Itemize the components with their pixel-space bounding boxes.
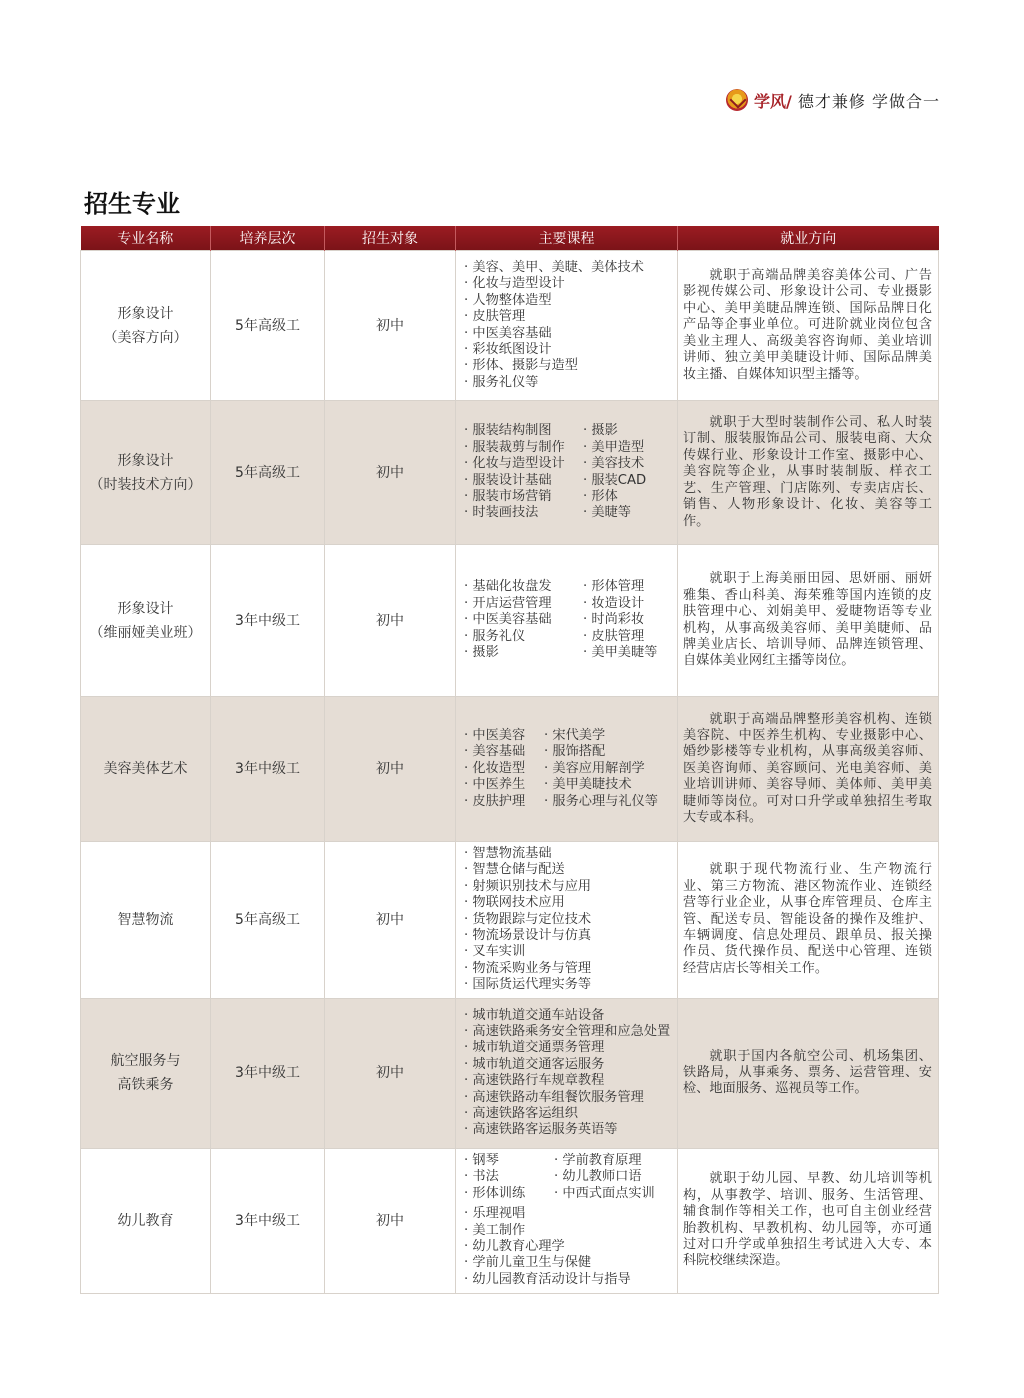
course-item: · 中医美容 [464, 728, 544, 744]
column-header-career: 就业方向 [678, 226, 939, 251]
course-item: · 叉车实训 [464, 944, 675, 960]
course-item: · 货物跟踪与定位技术 [464, 912, 675, 928]
main-courses [456, 545, 678, 697]
training-level: 3年中级工 [211, 998, 325, 1148]
course-item: · 美睫等 [583, 505, 675, 521]
column-header-level: 培养层次 [211, 226, 325, 251]
major-name: 幼儿教育 [81, 1148, 211, 1293]
main-courses [456, 998, 678, 1148]
table-row [81, 998, 939, 1148]
course-item: · 幼儿教育心理学 [464, 1239, 675, 1255]
career-direction: 就职于国内各航空公司、机场集团、铁路局，从事乘务、票务、运营管理、安检、地面服务、巡视员等工作。 [678, 998, 939, 1148]
course-item: · 美甲造型 [583, 440, 675, 456]
table-row [81, 251, 939, 401]
course-item: · 学前教育原理 [554, 1153, 675, 1169]
course-item: · 美甲美睫技术 [544, 777, 675, 793]
career-direction: 就职于现代物流行业、生产物流行业、第三方物流、港区物流作业、连锁经营等行业企业，从事仓库管理员、仓库主管、配送专员、智能设备的操作及维护、车辆调度、信息处理员、跟单员、报关操作员、货代操作员、配送中心管理、连锁经营店店长等相关工作。 [678, 842, 939, 999]
column-header-major: 专业名称 [81, 226, 211, 251]
main-courses [456, 842, 678, 999]
course-item: · 开店运营管理 [464, 596, 583, 612]
major-name: 航空服务与 高铁乘务 [81, 998, 211, 1148]
course-item: · 乐理视唱 [464, 1206, 675, 1222]
course-item: · 书法 [464, 1169, 554, 1185]
table-row [81, 842, 939, 999]
motto-label: 学风/ [754, 91, 792, 111]
enrollment-target: 初中 [325, 697, 456, 842]
training-level: 3年中级工 [211, 1148, 325, 1293]
course-item: · 服务礼仪等 [464, 375, 675, 391]
course-item: · 形体、摄影与造型 [464, 358, 675, 374]
course-item: · 物流场景设计与仿真 [464, 928, 675, 944]
enrollment-target: 初中 [325, 251, 456, 401]
enrollment-target: 初中 [325, 1148, 456, 1293]
course-item: · 化妆与造型设计 [464, 456, 583, 472]
course-item: · 中医养生 [464, 777, 544, 793]
major-name: 形象设计 （时装技术方向） [81, 401, 211, 545]
main-courses [456, 697, 678, 842]
career-direction: 就职于上海美丽田园、思妍丽、丽妍雅集、香山科美、海茱雅等国内连锁的皮肤管理中心、刘娟美甲、爱睫物语等专业机构，从事高级美容师、美甲美睫师、品牌美业店长、培训导师、品牌连锁管理、自媒体美业网红主播等岗位。 [678, 545, 939, 697]
course-item: · 服装设计基础 [464, 473, 583, 489]
majors-table [80, 226, 939, 1294]
course-item: · 宋代美学 [544, 728, 675, 744]
column-header-target: 招生对象 [325, 226, 456, 251]
table-row [81, 1148, 939, 1293]
course-item: · 形体训练 [464, 1186, 554, 1202]
course-item: · 形体管理 [583, 579, 675, 595]
course-item: · 城市轨道交通票务管理 [464, 1040, 675, 1056]
course-item: · 物流采购业务与管理 [464, 961, 675, 977]
course-item: · 中西式面点实训 [554, 1186, 675, 1202]
course-item: · 摄影 [583, 423, 675, 439]
career-direction: 就职于高端品牌美容美体公司、广告影视传媒公司、形象设计公司、专业摄影中心、美甲美睫品牌连锁、国际品牌日化产品等企事业单位。可进阶就业岗位包含美业主理人、高级美容咨询师、美业培训讲师、独立美甲美睫设计师、国际品牌美妆主播、自媒体知识型主播等。 [678, 251, 939, 401]
course-item: · 城市轨道交通车站设备 [464, 1008, 675, 1024]
course-item: · 时装画技法 [464, 505, 583, 521]
course-item: · 人物整体造型 [464, 293, 675, 309]
course-item: · 彩妆纸图设计 [464, 342, 675, 358]
course-item: · 服饰搭配 [544, 744, 675, 760]
course-item: · 时尚彩妆 [583, 612, 675, 628]
course-item: · 化妆造型 [464, 761, 544, 777]
course-item: · 皮肤护理 [464, 794, 544, 810]
training-level: 5年高级工 [211, 251, 325, 401]
course-item: · 国际货运代理实务等 [464, 977, 675, 993]
course-item: · 皮肤管理 [464, 309, 675, 325]
enrollment-target: 初中 [325, 401, 456, 545]
career-direction: 就职于幼儿园、早教、幼儿培训等机构，从事教学、培训、服务、生活管理、辅食制作等相关工作，也可自主创业经营胎教机构、早教机构、幼儿园等，亦可通过对口升学或单独招生考试进入大专、本科院校继续深造。 [678, 1148, 939, 1293]
course-item: · 形体 [583, 489, 675, 505]
course-item: · 中医美容基础 [464, 326, 675, 342]
section-title: 招生专业 [84, 190, 180, 218]
course-item: · 摄影 [464, 645, 583, 661]
course-item: · 服务心理与礼仪等 [544, 794, 675, 810]
main-courses [456, 401, 678, 545]
course-item: · 智慧物流基础 [464, 846, 675, 862]
career-direction: 就职于大型时装制作公司、私人时装订制、服装服饰品公司、服装电商、大众传媒行业、形象设计工作室、摄影中心、美容院等企业，从事时装制版、样衣工艺、生产管理、门店陈列、专卖店店长、销售、人物形象设计、化妆、美容等工作。 [678, 401, 939, 545]
training-level: 5年高级工 [211, 401, 325, 545]
course-item: · 美容应用解剖学 [544, 761, 675, 777]
main-courses [456, 1148, 678, 1293]
enrollment-target: 初中 [325, 545, 456, 697]
table-header-row [81, 226, 939, 251]
major-name: 形象设计 （美容方向） [81, 251, 211, 401]
course-item: · 美甲美睫等 [583, 645, 675, 661]
course-item: · 高速铁路客运服务英语等 [464, 1122, 675, 1138]
course-item: · 城市轨道交通客运服务 [464, 1057, 675, 1073]
course-item: · 射频识别技术与应用 [464, 879, 675, 895]
course-item: · 高速铁路动车组餐饮服务管理 [464, 1090, 675, 1106]
course-item: · 物联网技术应用 [464, 895, 675, 911]
course-item: · 高速铁路客运组织 [464, 1106, 675, 1122]
training-level: 5年高级工 [211, 842, 325, 999]
course-item: · 化妆与造型设计 [464, 276, 675, 292]
header-motto [726, 88, 940, 112]
course-item: · 美容基础 [464, 744, 544, 760]
enrollment-target: 初中 [325, 998, 456, 1148]
training-level: 3年中级工 [211, 697, 325, 842]
major-name: 智慧物流 [81, 842, 211, 999]
course-item: · 中医美容基础 [464, 612, 583, 628]
course-item: · 服装裁剪与制作 [464, 440, 583, 456]
course-item: · 钢琴 [464, 1153, 554, 1169]
table-row [81, 697, 939, 842]
course-item: · 基础化妆盘发 [464, 579, 583, 595]
career-direction: 就职于高端品牌整形美容机构、连锁美容院、中医养生机构、专业摄影中心、婚纱影楼等专业机构，从事高级美容师、医美咨询师、美容顾问、光电美容师、美业培训讲师、美容导师、美体师、美甲美睫师等岗位。可对口升学或单独招生考取大专或本科。 [678, 697, 939, 842]
course-item: · 服装市场营销 [464, 489, 583, 505]
course-item: · 美容、美甲、美睫、美体技术 [464, 260, 675, 276]
table-row [81, 401, 939, 545]
enrollment-target: 初中 [325, 842, 456, 999]
table-row [81, 545, 939, 697]
course-item: · 幼儿园教育活动设计与指导 [464, 1272, 675, 1288]
course-item: · 智慧仓储与配送 [464, 862, 675, 878]
major-name: 形象设计 （维丽娅美业班） [81, 545, 211, 697]
course-item: · 妆造设计 [583, 596, 675, 612]
course-item: · 美工制作 [464, 1223, 675, 1239]
column-header-courses: 主要课程 [456, 226, 678, 251]
main-courses [456, 251, 678, 401]
course-item: · 学前儿童卫生与保健 [464, 1255, 675, 1271]
course-item: · 高速铁路乘务安全管理和应急处置 [464, 1024, 675, 1040]
course-item: · 服装结构制图 [464, 423, 583, 439]
school-logo-icon [726, 89, 748, 111]
course-item: · 高速铁路行车规章教程 [464, 1073, 675, 1089]
course-item: · 服装CAD [583, 473, 675, 489]
course-item: · 服务礼仪 [464, 629, 583, 645]
course-item: · 幼儿教师口语 [554, 1169, 675, 1185]
course-item: · 皮肤管理 [583, 629, 675, 645]
training-level: 3年中级工 [211, 545, 325, 697]
motto-text: 德才兼修 学做合一 [797, 91, 940, 111]
major-name: 美容美体艺术 [81, 697, 211, 842]
course-item: · 美容技术 [583, 456, 675, 472]
